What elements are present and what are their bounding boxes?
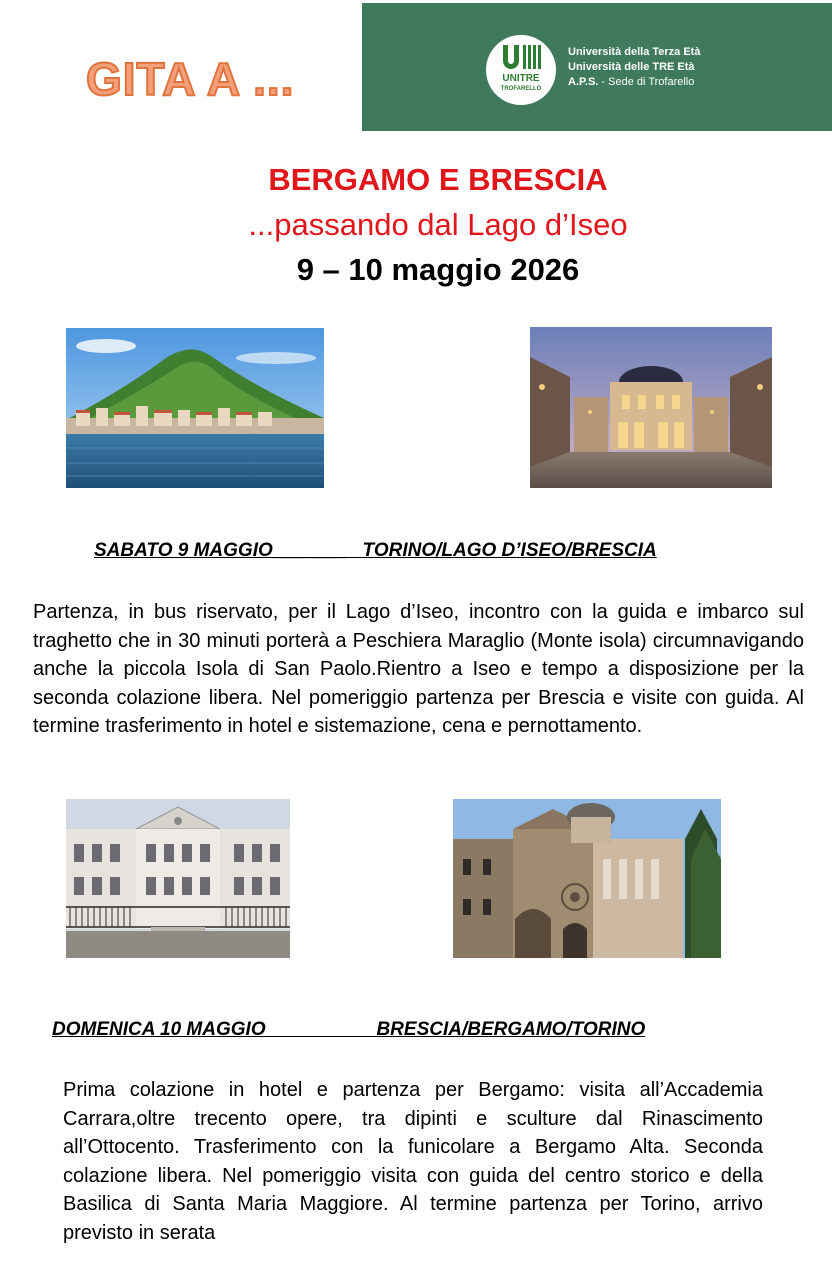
accademia-carrara-photo <box>66 799 290 958</box>
logo-text-trofarello: TROFARELLO <box>500 86 542 92</box>
unitre-u-icon <box>500 45 542 71</box>
gita-label: GITA A ... <box>86 53 295 105</box>
bergamo-basilica-photo <box>453 799 721 958</box>
trip-subtitle: ...passando dal Lago d’Iseo <box>248 207 628 242</box>
org-line-1: Università della Terza Età <box>568 46 701 58</box>
unitre-banner <box>362 3 832 131</box>
org-line-3 <box>568 75 798 90</box>
trip-title: BERGAMO E BRESCIA <box>268 162 608 197</box>
org-line-2: Università delle TRE Età <box>568 61 695 73</box>
unitre-logo <box>486 35 556 105</box>
brescia-piazza-photo <box>530 327 772 488</box>
org-name <box>568 45 798 90</box>
org-aps: A.P.S. <box>568 76 599 88</box>
day2-description: Prima colazione in hotel e partenza per Bergamo: visita all’Accademia Carrara,oltre trecento opere, tra dipinti e sculture dal Rinascimento all’Ottocento. Trasferimento con la funicolare a Bergamo Alta. Seconda colazione libera. Nel pomeriggio visita con guida del centro storico e della Basilica di Santa Maria Maggiore. Al termine partenza per Torino, arrivo previsto in serata <box>63 1079 763 1244</box>
day1-heading: SABATO 9 MAGGIO_______ TORINO/LAGO D’ISEO/BRESCIA <box>94 540 657 561</box>
trip-dates: 9 – 10 maggio 2026 <box>296 252 580 287</box>
day2-heading: DOMENICA 10 MAGGIO BRESCIA/BERGAMO/TORINO <box>52 1019 646 1040</box>
logo-text-unitre: UNITRE <box>502 73 540 84</box>
lake-iseo-photo <box>66 328 324 488</box>
org-sede: - Sede di Trofarello <box>598 76 695 88</box>
day1-description: Partenza, in bus riservato, per il Lago d’Iseo, incontro con la guida e imbarco sul traghetto che in 30 minuti porterà a Peschiera Maraglio (Monte isola) circumnavigando anche la piccola Isola di San Paolo.Rientro a Iseo e tempo a disposizione per la seconda colazione libera. Nel pomeriggio partenza per Brescia e visite con guida. Al termine trasferimento in hotel e sistemazione, cena e pernottamento. <box>33 601 804 737</box>
